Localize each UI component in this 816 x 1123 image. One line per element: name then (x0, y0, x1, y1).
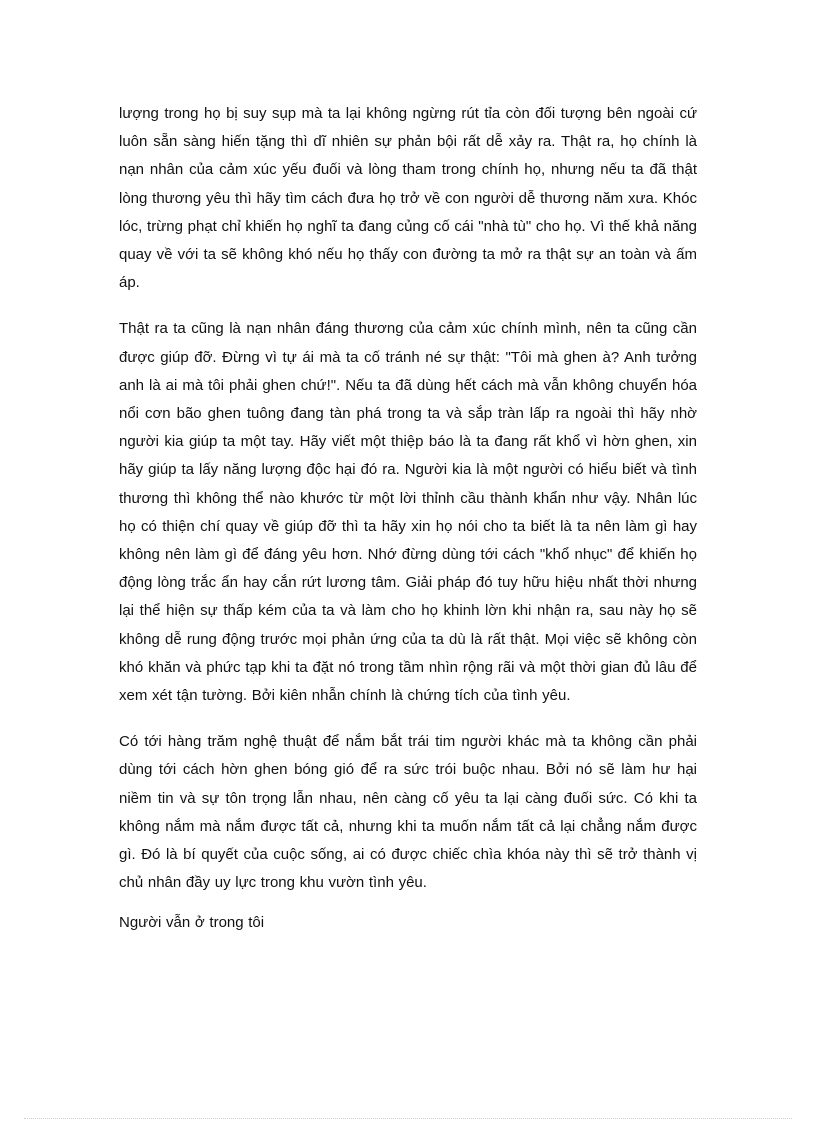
page-bottom-edge (24, 1118, 792, 1119)
paragraph-3: Có tới hàng trăm nghệ thuật để nắm bắt trái tim người khác mà ta không cần phải dùng tới cách hờn ghen bóng gió để ra sức trói buộc nhau. Bởi nó sẽ làm hư hại niềm tin và sự tôn trọng lẫn nhau, nên càng cố yêu ta lại càng đuối sức. Có khi ta không nắm mà nắm được tất cả, nhưng khi ta muốn nắm tất cả lại chẳng nắm được gì. Đó là bí quyết của cuộc sống, ai có được chiếc chìa khóa này thì sẽ trở thành vị chủ nhân đầy uy lực trong khu vườn tình yêu. (119, 733, 697, 892)
section-title: Người vẫn ở trong tôi (119, 914, 265, 932)
paragraph-1: lượng trong họ bị suy sụp mà ta lại không ngừng rút tỉa còn đối tượng bên ngoài cứ luôn sẵn sàng hiến tặng thì dĩ nhiên sự phản bội rất dễ xảy ra. Thật ra, họ chính là nạn nhân của cảm xúc yếu đuối và lòng tham trong chính họ, nhưng nếu ta đã thật lòng thương yêu thì hãy tìm cách đưa họ trở về con người dễ thương năm xưa. Khóc lóc, trừng phạt chỉ khiến họ nghĩ ta đang củng cố cái "nhà tù" cho họ. Vì thế khả năng quay về với ta sẽ không khó nếu họ thấy con đường ta mở ra thật sự an toàn và ấm áp. (119, 105, 697, 292)
document-body (119, 100, 697, 938)
paragraph-2: Thật ra ta cũng là nạn nhân đáng thương của cảm xúc chính mình, nên ta cũng cần được giúp đỡ. Đừng vì tự ái mà ta cố tránh né sự thật: "Tôi mà ghen à? Anh tưởng anh là ai mà tôi phải ghen chứ!". Nếu ta đã dùng hết cách mà vẫn không chuyển hóa nổi cơn bão ghen tuông đang tàn phá trong ta và sắp tràn lấp ra ngoài thì hãy nhờ người kia giúp ta một tay. Hãy viết một thiệp báo là ta đang rất khổ vì hờn ghen, xin hãy giúp ta lấy năng lượng độc hại đó ra. Người kia là một người có hiểu biết và tình thương thì không thể nào khước từ một lời thỉnh cầu thành khẩn như vậy. Nhân lúc họ có thiện chí quay về giúp đỡ thì ta hãy xin họ nói cho ta biết là ta nên làm gì hay không nên làm gì để đáng yêu hơn. Nhớ đừng dùng tới cách "khổ nhục" để khiến họ động lòng trắc ẩn hay cắn rứt lương tâm. Giải pháp đó tuy hữu hiệu nhất thời nhưng lại thể hiện sự thấp kém của ta và làm cho họ khinh lờn khi nhận ra, sau này họ sẽ không dễ rung động trước mọi phản ứng của ta dù là rất thật. Mọi việc sẽ không còn khó khăn và phức tạp khi ta đặt nó trong tầm nhìn rộng rãi và một thời gian đủ lâu để xem xét tận tường. Bởi kiên nhẫn chính là chứng tích của tình yêu. (119, 320, 697, 705)
